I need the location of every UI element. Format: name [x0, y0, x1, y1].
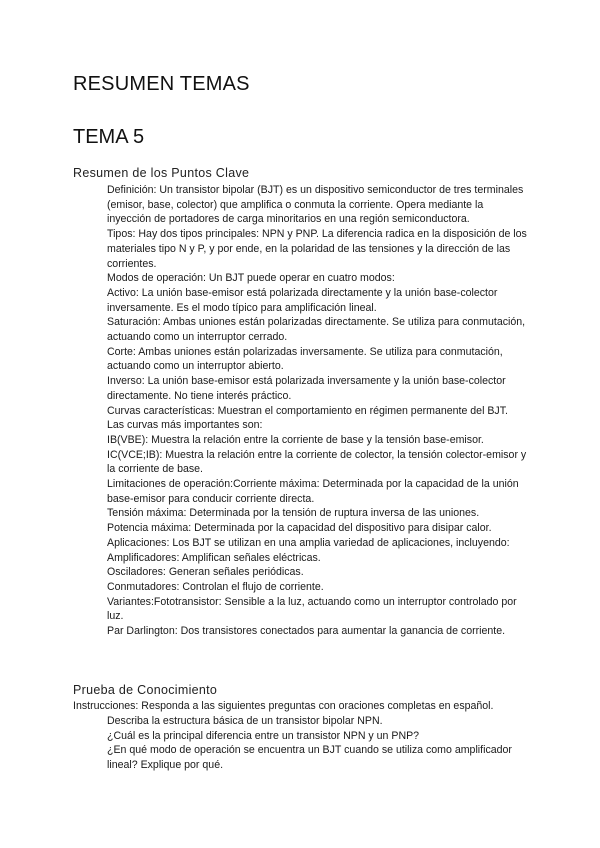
- key-point-item: Conmutadores: Controlan el flujo de corriente.: [107, 580, 324, 593]
- key-point-item: Curvas características: Muestran el comportamiento en régimen permanente del BJT. Las curvas más importantes son:: [107, 404, 508, 432]
- key-points-list: [107, 183, 527, 639]
- key-point-item: Tensión máxima: Determinada por la tensión de ruptura inversa de las uniones.: [107, 507, 480, 520]
- key-point-item: Potencia máxima: Determinada por la capacidad del dispositivo para disipar calor.: [107, 522, 492, 535]
- key-point-item: Corte: Ambas uniones están polarizadas inversamente. Se utiliza para conmutación, actuando como un interruptor abierto.: [107, 345, 503, 373]
- key-point-item: IC(VCE;IB): Muestra la relación entre la corriente de colector, la tensión colector-emisor y la corriente de base.: [107, 448, 527, 476]
- key-point-item: Saturación: Ambas uniones están polarizadas directamente. Se utiliza para conmutación, actuando como un interruptor cerrado.: [107, 316, 526, 344]
- key-point-item: Variantes:Fototransistor: Sensible a la luz, actuando como un interruptor controlado por luz.: [107, 595, 517, 623]
- document-title: RESUMEN TEMAS: [73, 73, 250, 95]
- key-point-item: Definición: Un transistor bipolar (BJT) es un dispositivo semiconductor de tres terminales (emisor, base, colector) que amplifica o conmuta la corriente. Opera mediante la inyección de portadores de carga minoritarios en una región semiconductora.: [107, 184, 524, 226]
- key-point-item: Aplicaciones: Los BJT se utilizan en una amplia variedad de aplicaciones, incluyendo:: [107, 536, 510, 549]
- key-point-item: Osciladores: Generan señales periódicas.: [107, 566, 304, 579]
- quiz-questions: [107, 714, 527, 773]
- key-point-item: IB(VBE): Muestra la relación entre la corriente de base y la tensión base-emisor.: [107, 433, 484, 446]
- section-title: TEMA 5: [73, 126, 145, 148]
- key-point-item: Activo: La unión base-emisor está polarizada directamente y la unión base-colector inversamente. Es el modo típico para amplificación lineal.: [107, 286, 498, 314]
- quiz-question: ¿En qué modo de operación se encuentra un BJT cuando se utiliza como amplificador lineal? Explique por qué.: [107, 744, 512, 772]
- key-point-item: Amplificadores: Amplifican señales eléctricas.: [107, 551, 321, 564]
- key-point-item: Par Darlington: Dos transistores conectados para aumentar la ganancia de corriente.: [107, 625, 506, 638]
- key-point-item: Limitaciones de operación:Corriente máxima: Determinada por la capacidad de la unión base-emisor para conducir corriente directa.: [107, 478, 519, 505]
- quiz-heading: Prueba de Conocimiento: [73, 683, 218, 697]
- key-points-heading: Resumen de los Puntos Clave: [73, 166, 250, 180]
- key-point-item: Inverso: La unión base-emisor está polarizada inversamente y la unión base-colector directamente. No tiene interés práctico.: [107, 375, 506, 402]
- quiz-question: Describa la estructura básica de un transistor bipolar NPN.: [107, 715, 383, 727]
- key-point-item: Modos de operación: Un BJT puede operar en cuatro modos:: [107, 272, 395, 285]
- key-point-item: Tipos: Hay dos tipos principales: NPN y PNP. La diferencia radica en la disposición de los materiales tipo N y P, y por ende, en la polaridad de las tensiones y la dirección de las corrientes.: [107, 228, 527, 270]
- quiz-instructions: Instrucciones: Responda a las siguientes preguntas con oraciones completas en español.: [73, 700, 494, 712]
- quiz-question: ¿Cuál es la principal diferencia entre un transistor NPN y un PNP?: [107, 729, 420, 742]
